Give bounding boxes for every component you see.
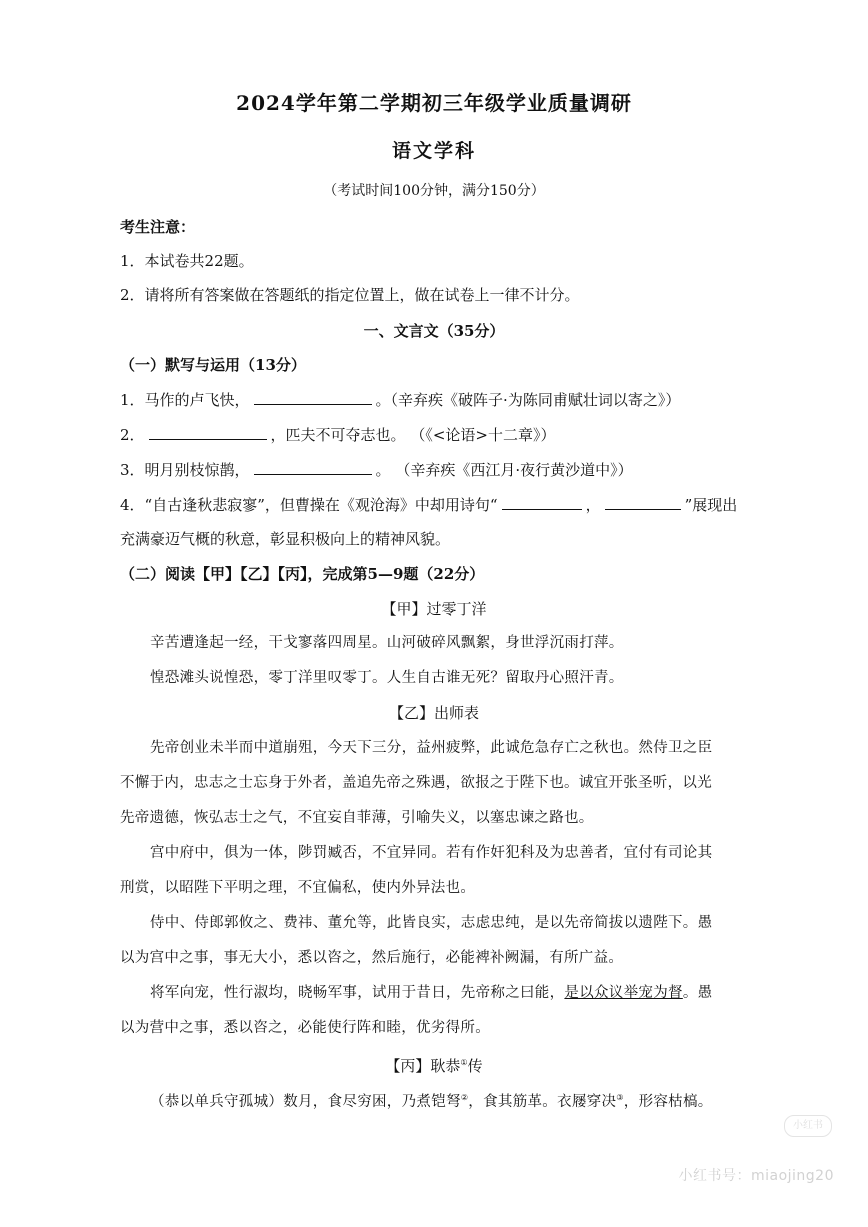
part-heading: （一）默写与运用（13分） [120, 356, 306, 374]
passage-line: 先帝创业未半而中道崩殂，今天下三分，益州疲弊，此诚危急存亡之秋也。然侍卫之臣 [150, 740, 713, 756]
watermark-text: 小红书号：miaojing20 [678, 1168, 834, 1184]
part-heading: （二）阅读【甲】【乙】【丙】，完成第5—9题（22分） [120, 565, 485, 583]
answer-blank[interactable] [254, 390, 372, 405]
poem-line: 惶恐滩头说惶恐，零丁洋里叹零丁。人生自古谁无死？留取丹心照汗青。 [150, 670, 624, 686]
passage-text: 。愚 [682, 985, 713, 1001]
passage-line: 以为宫中之事，事无大小，悉以咨之，然后施行，必能裨补阙漏，有所广益。 [120, 950, 624, 966]
question-4 [120, 494, 748, 516]
answer-blank[interactable] [605, 495, 681, 510]
question-text: 3．明月别枝惊鹊， [120, 461, 250, 479]
question-4-cont: 充满豪迈气概的秋意，彰显积极向上的精神风貌。 [120, 530, 451, 548]
answer-blank[interactable] [502, 495, 582, 510]
title-text: 传 [467, 1057, 483, 1075]
passage-text: ，形容枯槁。 [623, 1093, 713, 1110]
footnote-marker: ② [460, 1093, 469, 1102]
question-text: ，匹夫不可夺志也。 （《<论语>十二章》） [270, 426, 556, 444]
question-1 [120, 389, 748, 411]
passage-text: ，食其筋革。衣屦穿决 [468, 1093, 617, 1110]
question-text: ”展现出 [684, 496, 738, 514]
question-text: ， [585, 496, 601, 514]
exam-info: （考试时间100分钟，满分150分） [323, 183, 545, 199]
question-2 [120, 424, 748, 446]
question-text: 1．马作的卢飞快， [120, 391, 250, 409]
question-3 [120, 459, 748, 481]
passage-line: 不懈于内，忠志之士忘身于外者，盖追先帝之殊遇，欲报之于陛下也。诚宜开张圣听，以光 [120, 775, 712, 791]
footnote-marker: ③ [616, 1093, 624, 1102]
answer-blank[interactable] [149, 425, 267, 440]
passage-title-jia: 【甲】过零丁洋 [381, 600, 487, 618]
notice-heading: 考生注意： [120, 218, 196, 236]
question-text: 。 （辛弃疾《西江月·夜行黄沙道中》） [375, 461, 633, 479]
poem-line: 辛苦遭逢起一经，干戈寥落四周星。山河破碎风飘絮，身世浮沉雨打萍。 [150, 635, 624, 651]
passage-line: 以为营中之事，悉以咨之，必能使行阵和睦，优劣得所。 [120, 1020, 490, 1036]
passage-line: 刑赏，以昭陛下平明之理，不宜偏私，使内外异法也。 [120, 880, 476, 896]
notice-item: 1．本试卷共22题。 [120, 252, 254, 270]
question-text: 4．“自古逢秋悲寂寥”，但曹操在《观沧海》中却用诗句“ [120, 496, 498, 514]
notice-item: 2．请将所有答案做在答题纸的指定位置上，做在试卷上一律不计分。 [120, 286, 580, 304]
passage-line: 宫中府中，俱为一体，陟罚臧否，不宜异同。若有作奸犯科及为忠善者，宜付有司论其 [150, 845, 713, 861]
passage-text: 将军向宠，性行淑均，晓畅军事，试用于昔日，先帝称之曰能， [150, 985, 565, 1001]
question-text: 2． [120, 426, 145, 444]
footnote-marker: ① [460, 1058, 468, 1067]
answer-blank[interactable] [254, 460, 372, 475]
title-text: 【丙】耿恭 [385, 1057, 461, 1075]
watermark-badge: 小红书 [784, 1115, 832, 1137]
question-text: 。（辛弃疾《破阵子·为陈同甫赋壮词以寄之》） [375, 391, 681, 409]
subject-title: 语文学科 [391, 140, 476, 162]
passage-title-yi: 【乙】出师表 [388, 704, 479, 722]
passage-line [120, 1087, 748, 1113]
underlined-sentence: 是以众议举宠为督 [564, 985, 683, 1001]
exam-title: 2024学年第二学期初三年级学业质量调研 [236, 91, 632, 115]
section-heading: 一、文言文（35分） [363, 322, 505, 340]
passage-line [120, 982, 748, 1004]
passage-line: 先帝遗德，恢弘志士之气，不宜妄自菲薄，引喻失义，以塞忠谏之路也。 [120, 810, 594, 826]
passage-text: （恭以单兵守孤城）数月，食尽穷困，乃煮铠弩 [150, 1093, 461, 1110]
passage-line: 侍中、侍郎郭攸之、费祎、董允等，此皆良实，志虑忠纯，是以先帝简拔以遗陛下。愚 [150, 915, 713, 931]
passage-title-bing [0, 1052, 868, 1077]
